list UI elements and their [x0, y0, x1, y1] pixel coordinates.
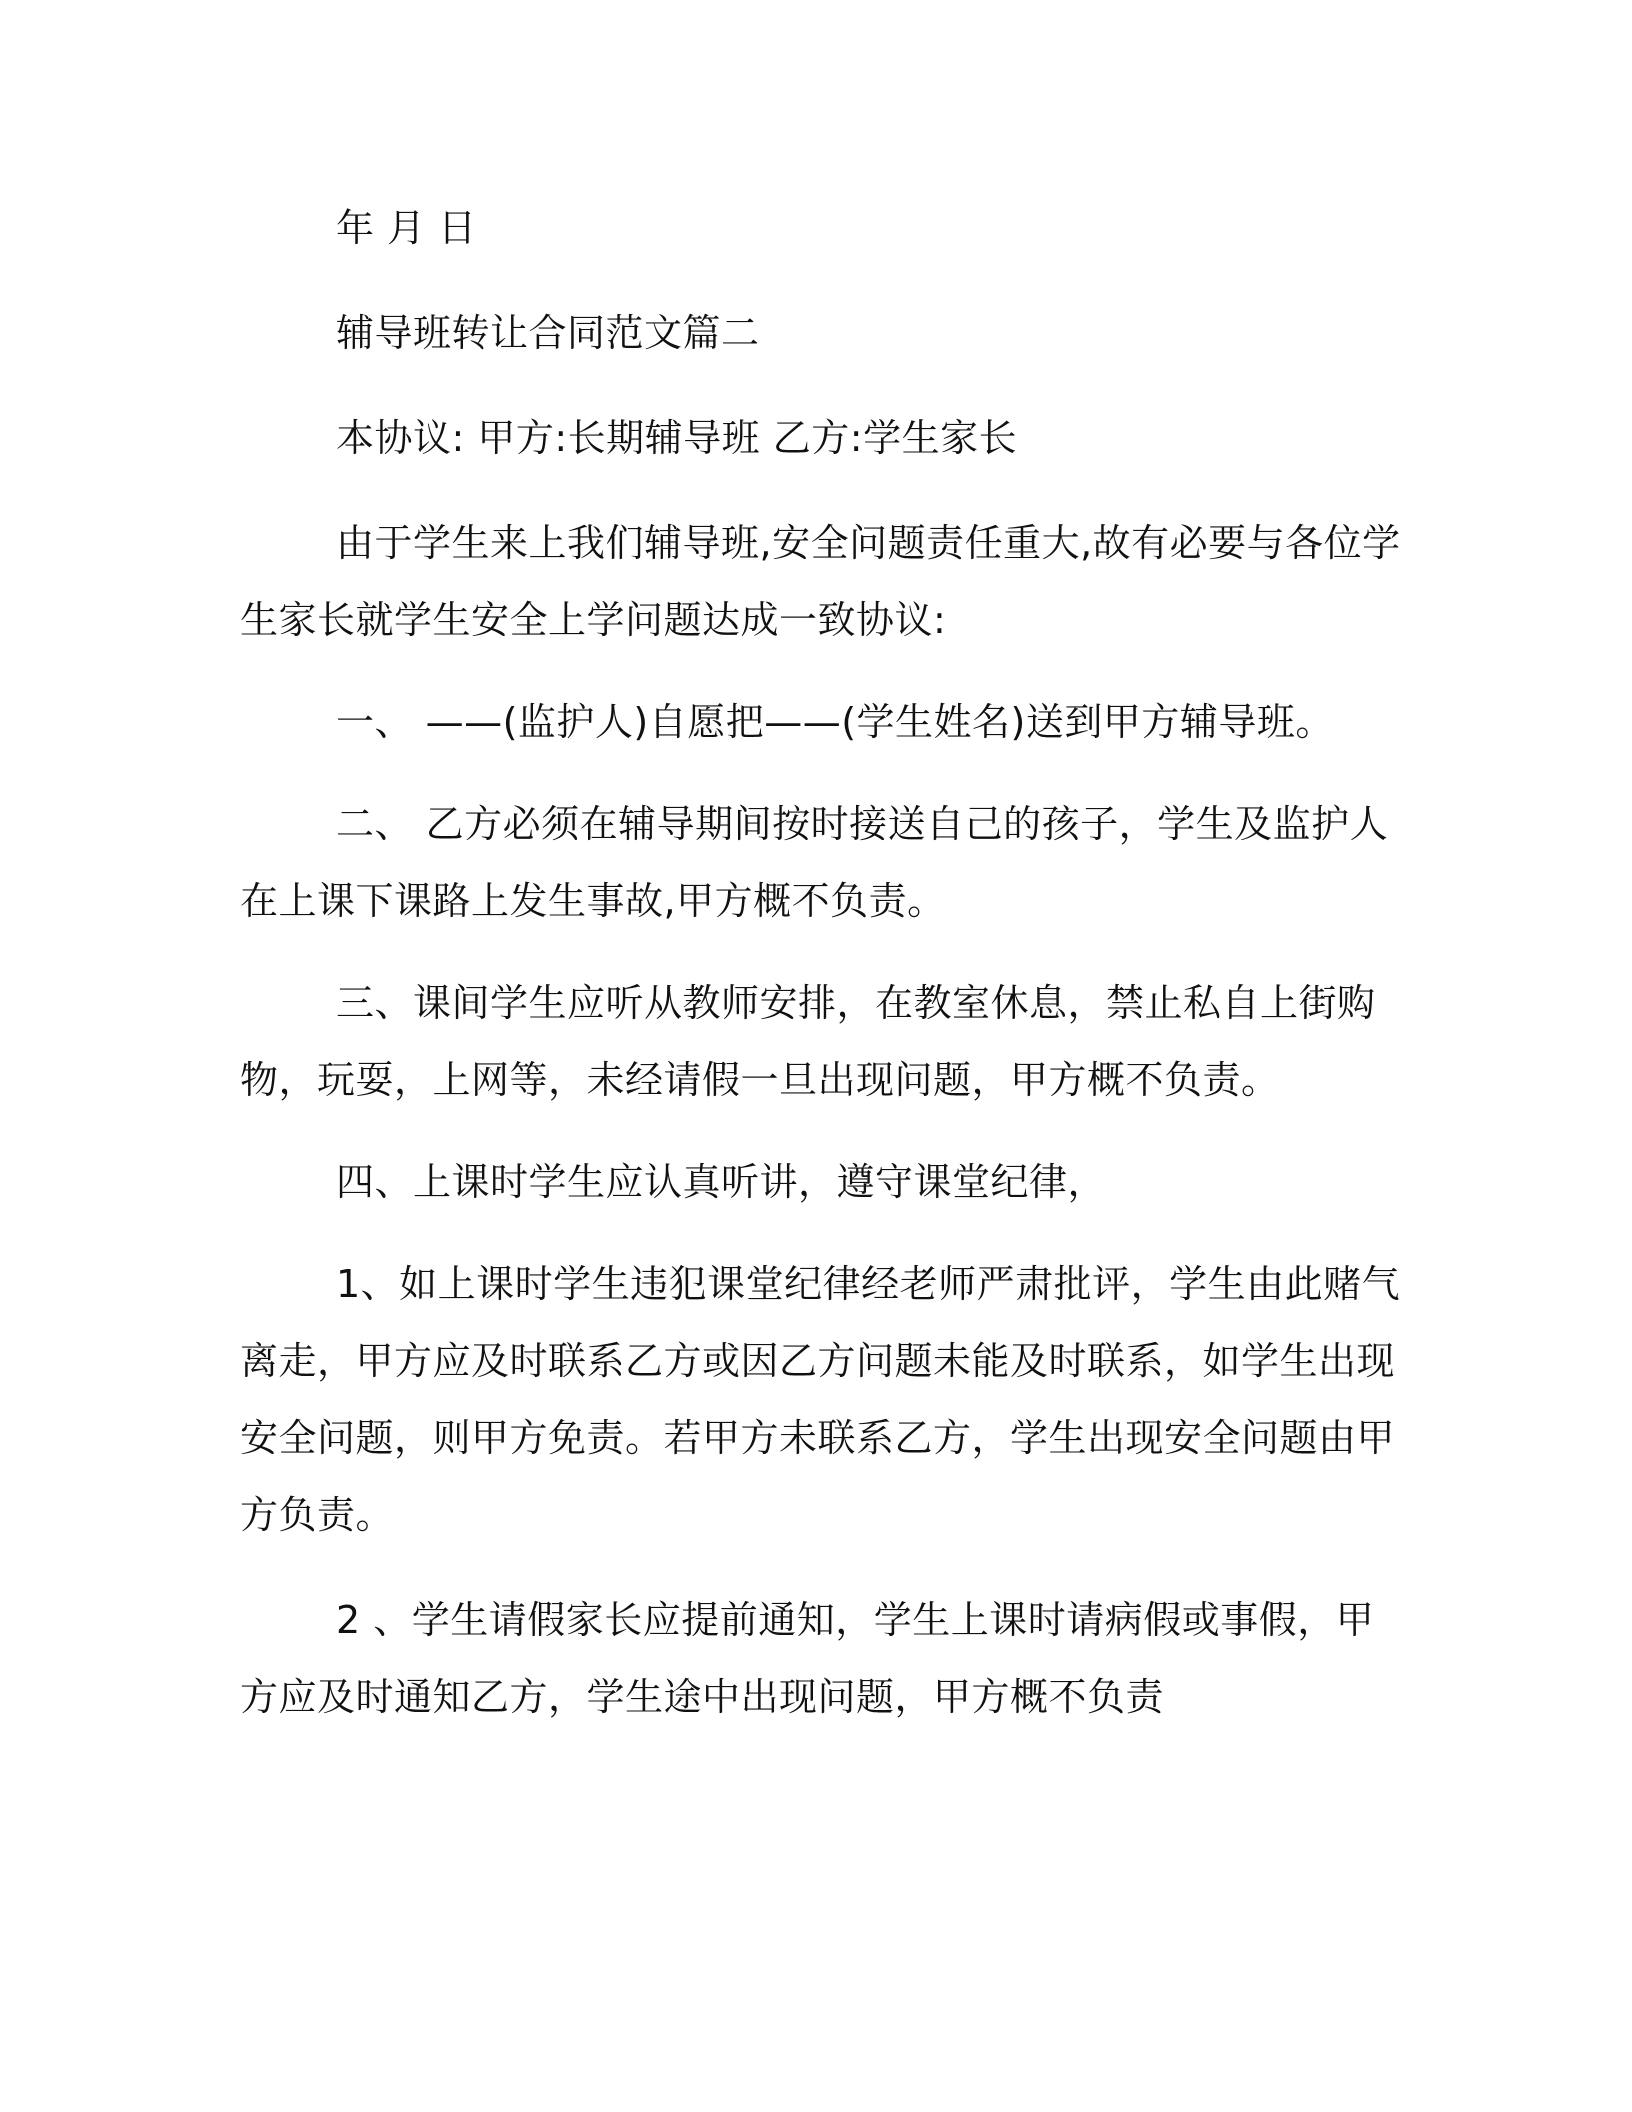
intro-paragraph: 由于学生来上我们辅导班,安全问题责任重大,故有必要与各位学生家长就学生安全上学问题达成一致协议:	[240, 521, 1401, 642]
section-title: 辅导班转让合同范文篇二	[336, 311, 760, 355]
parties-line: 本协议: 甲方:长期辅导班 乙方:学生家长	[336, 416, 1018, 460]
sub-clause-2: 2 、学生请假家长应提前通知，学生上课时请病假或事假，甲方应及时通知乙方，学生途中出现问题，甲方概不负责	[240, 1598, 1375, 1719]
sub-clause-1: 1、如上课时学生违犯课堂纪律经老师严肃批评，学生由此赌气离走，甲方应及时联系乙方或因乙方问题未能及时联系，如学生出现安全问题，则甲方免责。若甲方未联系乙方，学生出现安全问题由甲方负责。	[240, 1262, 1401, 1537]
document-body	[240, 190, 1410, 1736]
clause-2: 二、 乙方必须在辅导期间按时接送自己的孩子，学生及监护人在上课下课路上发生事故,甲方概不负责。	[240, 802, 1389, 923]
date-line: 年 月 日	[336, 206, 477, 250]
clause-3: 三、课间学生应听从教师安排，在教室休息，禁止私自上街购物，玩耍，上网等，未经请假一旦出现问题，甲方概不负责。	[240, 981, 1376, 1102]
clause-4: 四、上课时学生应认真听讲，遵守课堂纪律，	[336, 1160, 1107, 1204]
clause-1: 一、 ——(监护人)自愿把——(学生姓名)送到甲方辅导班。	[336, 700, 1334, 744]
